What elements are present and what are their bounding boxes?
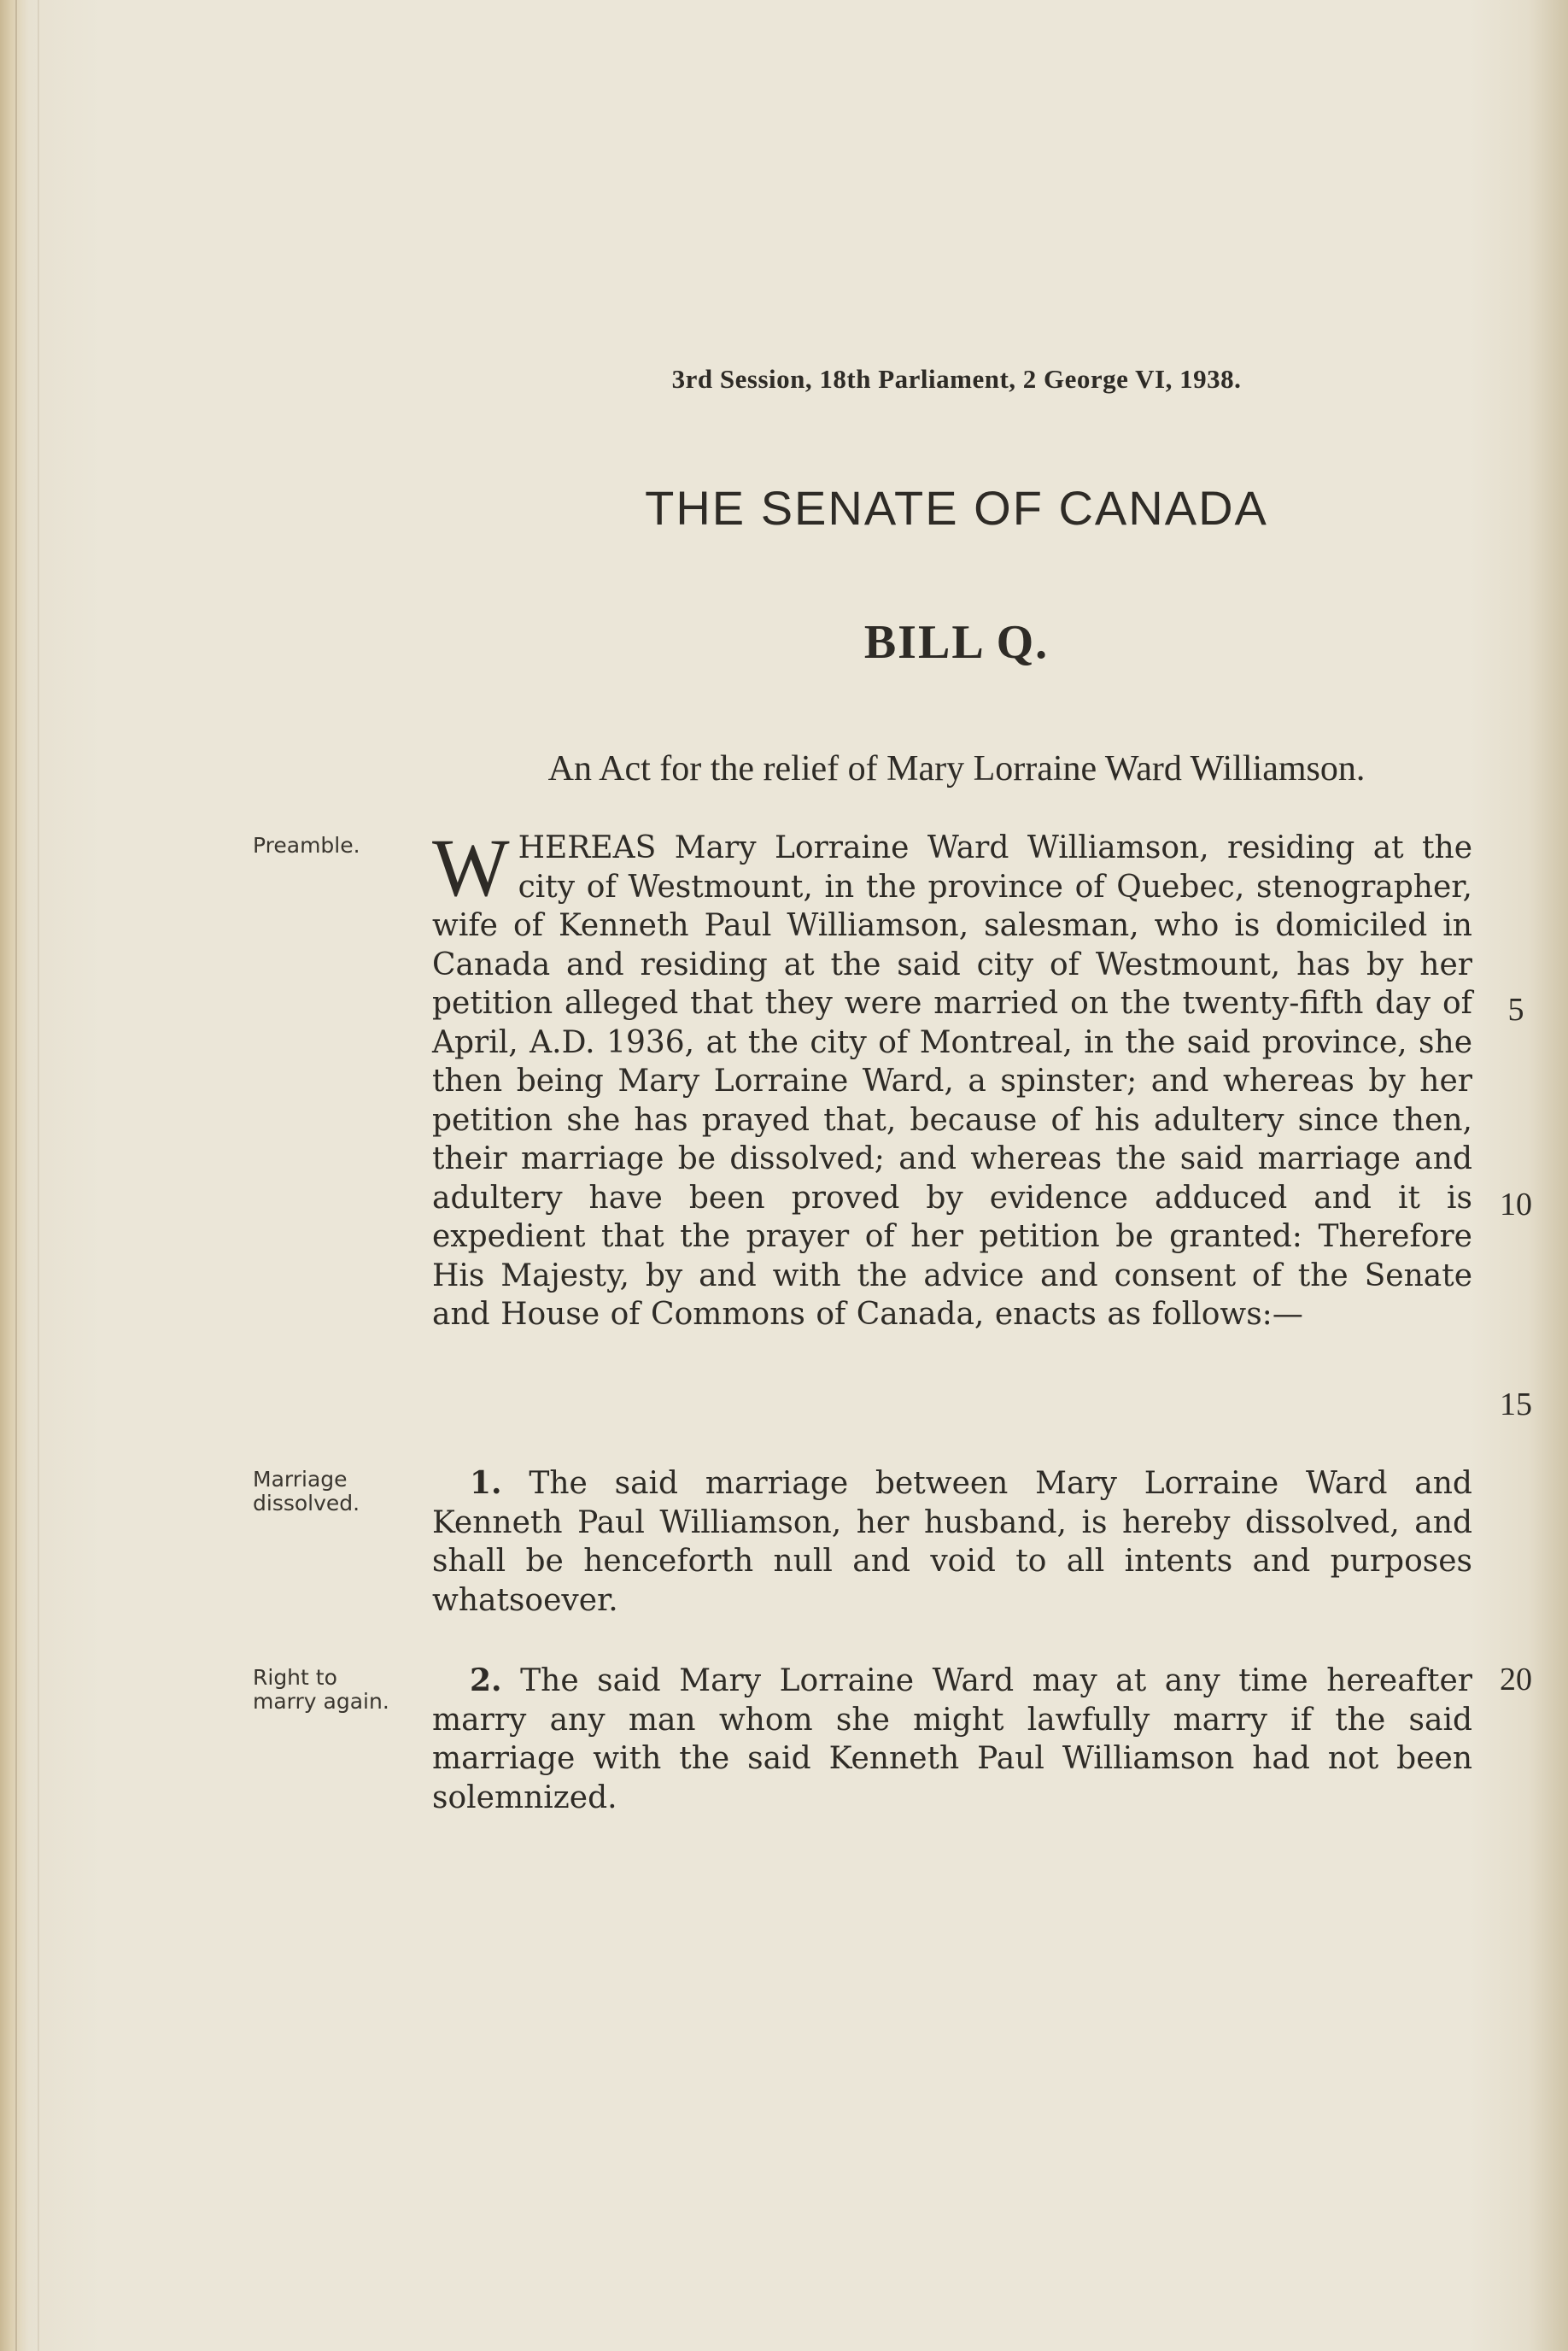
margin-note-line: Right to — [253, 1665, 337, 1690]
section-text: The said marriage between Mary Lorraine Ward and Kenneth Paul Williamson, her husband, is hereby dissolved, and shall be henceforth null and void to all intents and purposes whatsoever. — [432, 1466, 1472, 1618]
page-edge-line — [15, 0, 17, 2351]
section-2-paragraph — [432, 1662, 1472, 1817]
line-number-5: 5 — [1507, 992, 1524, 1028]
section-text: The said Mary Lorraine Ward may at any time hereafter marry any man whom she might lawfully marry if the said marriage with the said Kenneth Paul Williamson had not been solemnized. — [432, 1663, 1472, 1815]
chamber-title: THE SENATE OF CANADA — [645, 481, 1268, 535]
margin-note-marriage-dissolved — [253, 1468, 424, 1516]
section-number: 1. — [470, 1465, 502, 1501]
drop-cap: W — [432, 822, 510, 913]
line-number-10: 10 — [1500, 1187, 1532, 1222]
section-1-paragraph — [432, 1464, 1472, 1620]
margin-note-preamble: Preamble. — [253, 833, 360, 858]
margin-note-line: Marriage — [253, 1467, 348, 1492]
bill-title: BILL Q. — [863, 616, 1050, 669]
preamble-text: HEREAS Mary Lorraine Ward Williamson, residing at the city of Westmount, in the province of Quebec, stenographer, wife of Kenneth Paul Williamson, salesman, who is domiciled in Canada and residing at the said city of Westmount, has by her petition alleged that they were married on the twenty-fifth day of April, A.D. 1936, at the city of Montreal, in the said province, she then being Mary Lorraine Ward, a spinster; and whereas by her petition she has prayed that, because of his adultery since then, their marriage be dissolved; and whereas the said marriage and adultery have been proved by evidence adduced and it is expedient that the prayer of her petition be granted: Therefore His Majesty, by and with the advice and consent of the Senate and House of Commons of Canada, enacts as follows:— — [432, 830, 1472, 1332]
line-number-15: 15 — [1500, 1387, 1532, 1422]
page-edge-line — [38, 0, 39, 2351]
margin-note-line: marry again. — [253, 1689, 389, 1714]
margin-note-right-to-marry — [253, 1666, 424, 1714]
preamble-paragraph — [432, 822, 1472, 1334]
margin-note-line: dissolved. — [253, 1491, 360, 1516]
session-line: 3rd Session, 18th Parliament, 2 George VI, 1938. — [671, 364, 1242, 394]
act-title: An Act for the relief of Mary Lorraine Ward Williamson. — [547, 749, 1366, 789]
section-number: 2. — [470, 1662, 502, 1698]
line-number-20: 20 — [1500, 1662, 1532, 1697]
